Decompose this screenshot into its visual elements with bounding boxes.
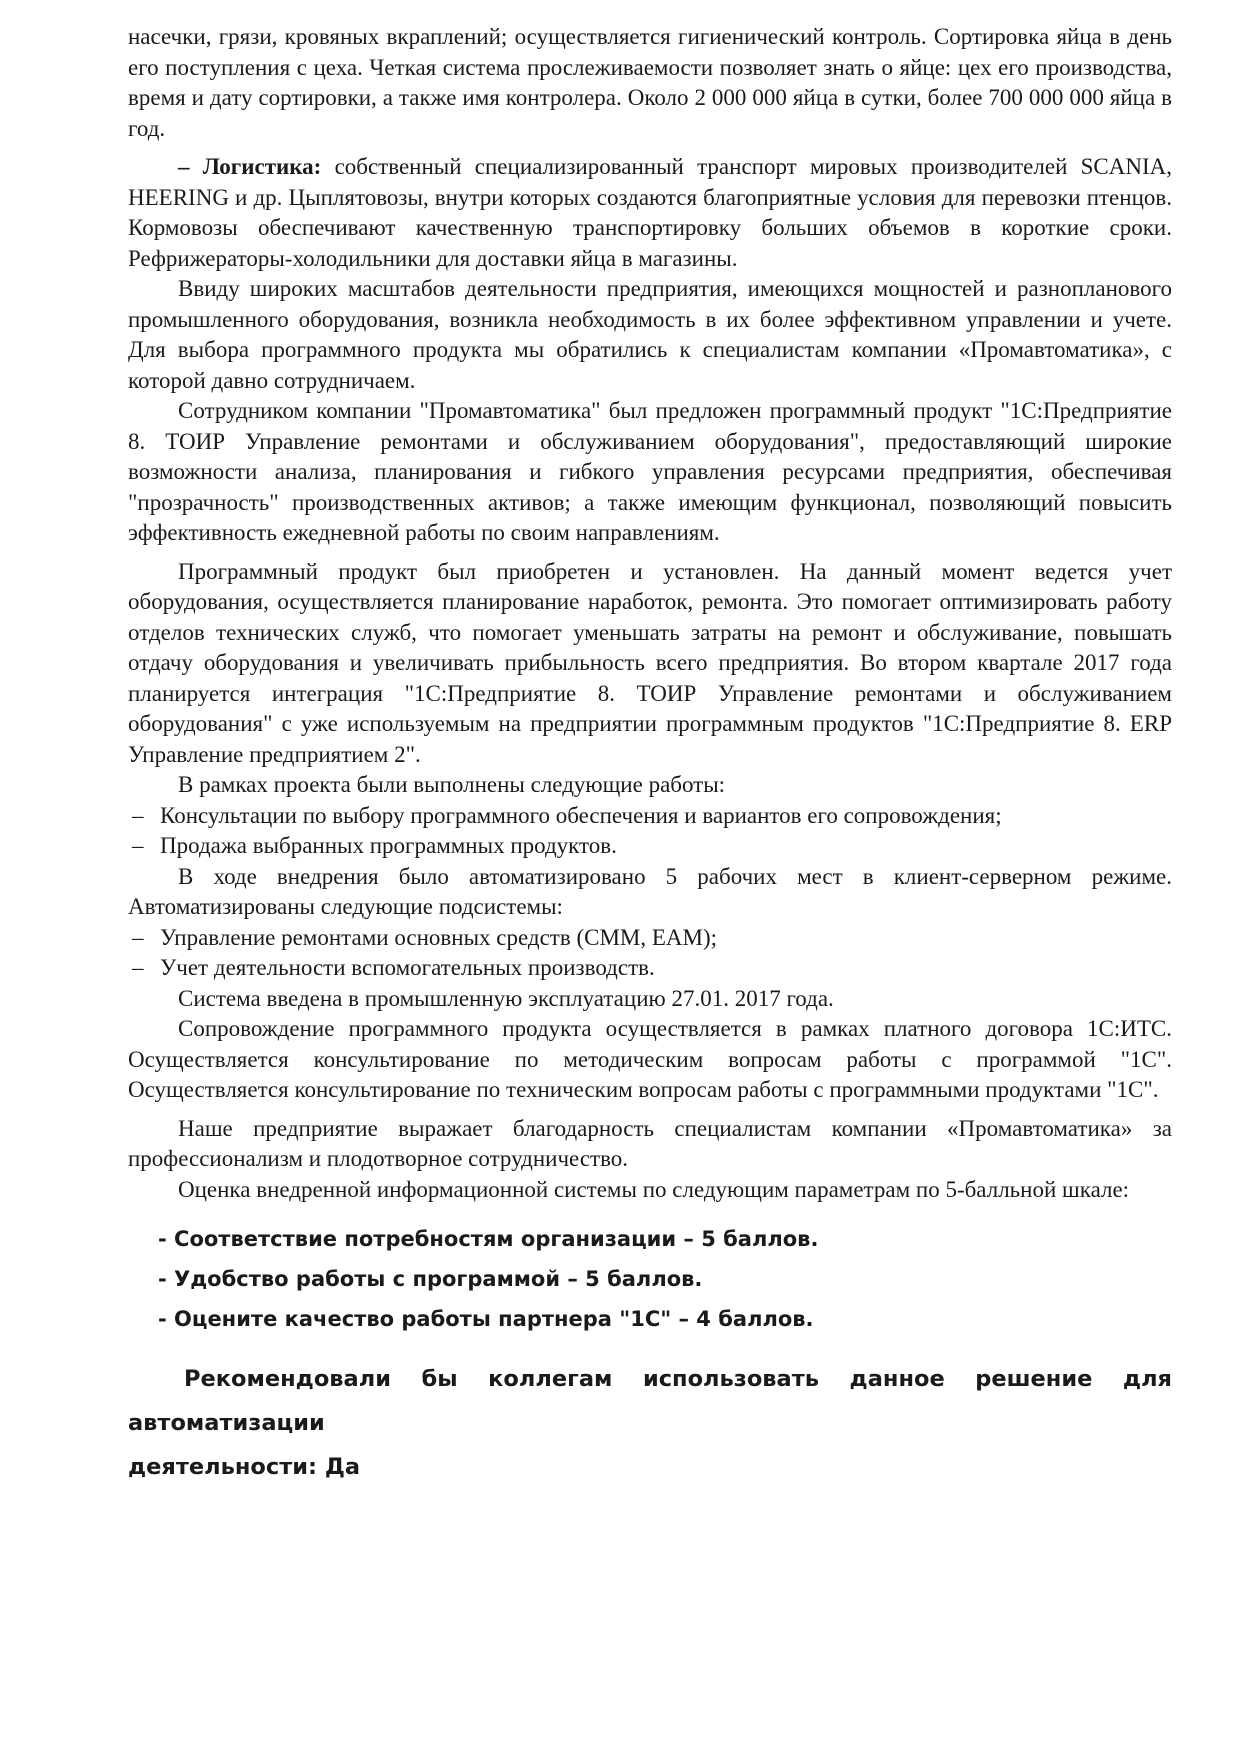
paragraph-product-offer: Сотрудником компании "Промавтоматика" был предложен программный продукт "1С:Предприятие 8. ТОИР Управление ремонтами и обслуживанием оборудования", предоставляющий широкие возможности анализа, планирования и гибкого управления ресурсами предприятия, обеспечивая "прозрачность" производственных активов; а также имеющим функционал, позволяющий повысить эффективность ежедневной работы по своим направлениям. [128,398,1172,545]
paragraph-evaluation: Оценка внедренной информационной системы по следующим параметрам по 5-балльной шкале: [178,1176,1130,1202]
works-list [128,801,1172,862]
logistics-text: собственный специализированный транспорт мировых производителей SCANIA, HEERING и др. Цыплятовозы, внутри которых создаются благоприятные условия для перевозки птенцов. Кормовозы обеспечивают качественную транспортировку больших объемов в короткие сроки. Рефрижераторы-холодильники для доставки яйца в магазины. [128,154,1172,271]
paragraph-logistics [128,152,1172,274]
list-item: – Учет деятельности вспомогательных производств. [128,953,1172,984]
rating-needs: - Соответствие потребностям организации – 5 баллов. [158,1227,819,1251]
list-item: – Управление ремонтами основных средств (СММ, ЕАМ); [128,923,1172,954]
paragraph-works-intro: В рамках проекта были выполнены следующие работы: [178,772,726,797]
paragraph-need: Ввиду широких масштабов деятельности предприятия, имеющихся мощностей и разнопланового промышленного оборудования, возникла необходимость в их более эффективном управлении и учете. Для выбора программного продукта мы обратились к специалистам компании «Промавтоматика», с которой давно сотрудничаем. [128,276,1172,393]
list-item: – Консультации по выбору программного обеспечения и вариантов его сопровождения; [128,801,1172,832]
ratings-block [128,1219,1172,1339]
recommendation-block [128,1357,1172,1489]
rating-partner: - Оцените качество работы партнера "1С" – 4 баллов. [158,1307,814,1331]
paragraph-gratitude: Наше предприятие выражает благодарность специалистам компании «Промавтоматика» за профессионализм и плодотворное сотрудничество. [128,1115,1172,1171]
list-item: – Продажа выбранных программных продуктов. [128,831,1172,862]
subsystems-list [128,923,1172,984]
paragraph-implementation: Программный продукт был приобретен и установлен. На данный момент ведется учет оборудования, осуществляется планирование наработок, ремонта. Это помогает оптимизировать работу отделов технических служб, что помогает уменьшать затраты на ремонт и обслуживание, повышать отдачу оборудования и увеличивать прибыльность всего предприятия. Во втором квартале 2017 года планируется интеграция "1С:Предприятие 8. ТОИР Управление ремонтами и обслуживанием оборудования" с уже используемым на предприятии программным продуктов "1С:Предприятие 8. ERP Управление предприятием 2". [128,558,1172,767]
paragraph-workplaces: В ходе внедрения было автоматизировано 5 рабочих мест в клиент-серверном режиме. Автоматизированы следующие подсистемы: [128,863,1172,919]
rating-usability: - Удобство работы с программой – 5 баллов. [158,1267,703,1291]
logistics-label: – Логистика: [178,154,322,179]
paragraph-launch-date: Система введена в промышленную эксплуатацию 27.01. 2017 года. [178,985,834,1011]
recommendation-line-2: деятельности: Да [128,1454,361,1480]
paragraph-sorting: насечки, грязи, кровяных вкраплений; осуществляется гигиенический контроль. Сортировка яйца в день его поступления с цеха. Четкая система прослеживаемости позволяет знать о яйце: цех его производства, время и дату сортировки, а также имя контролера. Около 2 000 000 яйца в сутки, более 700 000 000 яйца в год. [128,24,1172,141]
paragraph-support: Сопровождение программного продукта осуществляется в рамках платного договора 1С:ИТС. Осуществляется консультирование по методическим вопросам работы с программой "1С". Осуществляется консультирование по техническим вопросам работы с программными продуктами "1С". [128,1016,1172,1102]
recommendation-line-1: Рекомендовали бы коллегам использовать данное решение для автоматизации [128,1366,1172,1436]
